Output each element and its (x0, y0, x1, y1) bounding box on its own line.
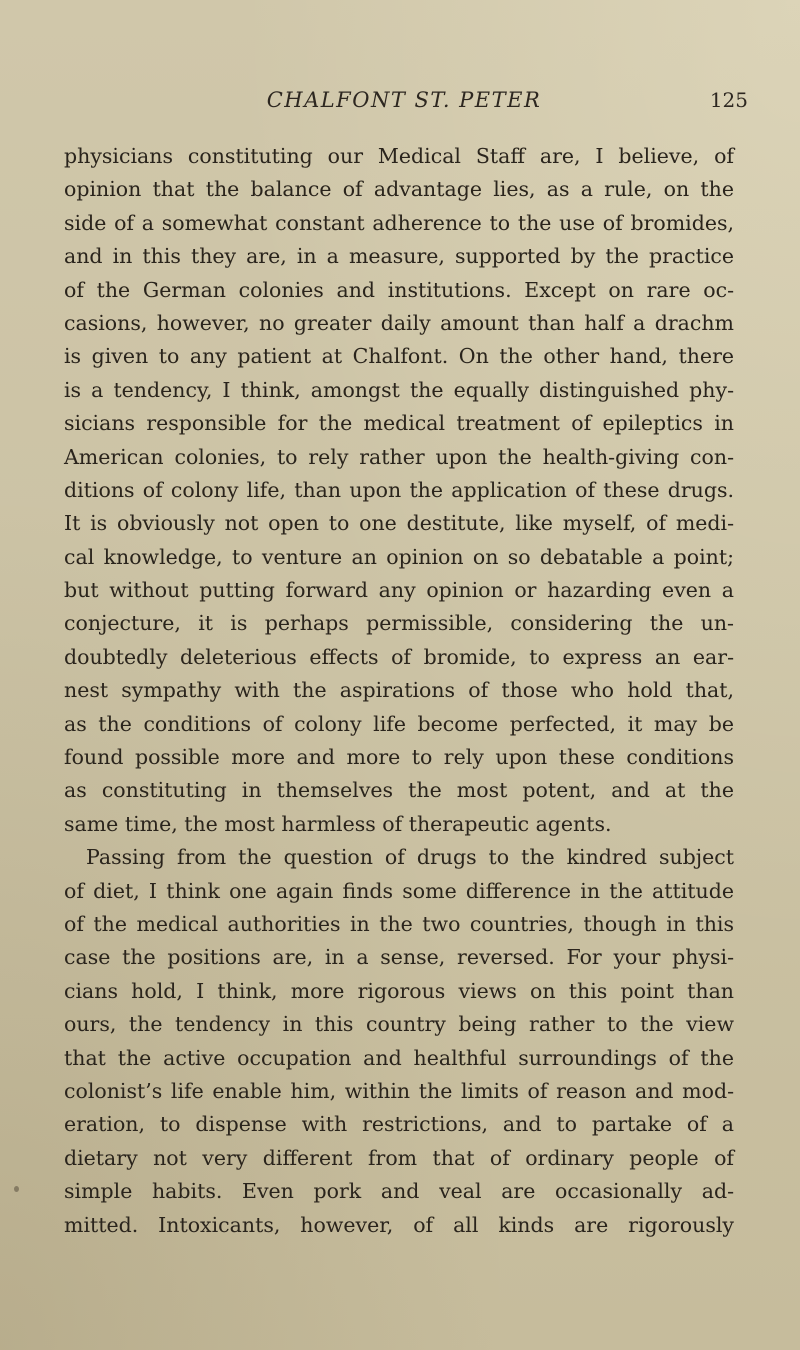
text-line: It is obviously not open to one destitute, like myself, of medi- (64, 511, 734, 536)
text-line: eration, to dispense with restrictions, and to partake of a (64, 1112, 734, 1137)
text-line: of diet, I think one again finds some difference in the attitude (64, 878, 734, 903)
text-line: same time, the most harmless of therapeutic agents. (64, 811, 612, 836)
text-line: but without putting forward any opinion or hazarding even a (64, 578, 734, 603)
text-line: sicians responsible for the medical treatment of epileptics in (64, 411, 734, 436)
text-line: casions, however, no greater daily amount than half a drachm (64, 310, 734, 335)
text-line: dietary not very different from that of ordinary people of (64, 1145, 734, 1170)
running-head (60, 88, 748, 128)
text-line: American colonies, to rely rather upon the health-giving con- (64, 444, 734, 469)
text-line: opinion that the balance of advantage lies, as a rule, on the (64, 177, 734, 202)
text-line: simple habits. Even pork and veal are occasionally ad- (64, 1179, 734, 1204)
text-line: nest sympathy with the aspirations of those who hold that, (64, 678, 734, 703)
text-line: cians hold, I think, more rigorous views on this point than (64, 978, 734, 1003)
text-line: as constituting in themselves the most potent, and at the (64, 778, 734, 803)
text-line: of the German colonies and institutions. Except on rare oc- (64, 277, 734, 302)
text-line: physicians constituting our Medical Staff are, I believe, of (64, 144, 734, 168)
text-line: found possible more and more to rely upon these conditions (64, 745, 734, 770)
text-line: is a tendency, I think, amongst the equally distinguished phy- (64, 377, 734, 402)
paper-speck (14, 1186, 19, 1192)
text-line: of the medical authorities in the two countries, though in this (64, 911, 734, 936)
running-title: CHALFONT ST. PETER (266, 88, 542, 112)
text-line: ours, the tendency in this country being rather to the view (64, 1012, 734, 1037)
text-line: as the conditions of colony life become perfected, it may be (64, 711, 734, 736)
text-line: conjecture, it is perhaps permissible, considering the un- (64, 611, 734, 636)
text-line: that the active occupation and healthful surroundings of the (64, 1045, 734, 1070)
text-line: colonist’s life enable him, within the limits of reason and mod- (64, 1078, 734, 1103)
text-line: mitted. Intoxicants, however, of all kinds are rigorously (64, 1212, 734, 1237)
text-line: is given to any patient at Chalfont. On the other hand, there (64, 344, 734, 369)
text-line: case the positions are, in a sense, reversed. For your physi- (64, 945, 734, 970)
text-line: doubtedly deleterious effects of bromide, to express an ear- (64, 644, 734, 669)
body-text (64, 140, 734, 1242)
text-line: cal knowledge, to venture an opinion on so debatable a point; (64, 544, 734, 569)
text-line: side of a somewhat constant adherence to the use of bromides, (64, 210, 734, 235)
page-number: 125 (709, 88, 748, 112)
text-line: ditions of colony life, than upon the application of these drugs. (64, 477, 734, 502)
text-line: and in this they are, in a measure, supported by the practice (64, 244, 734, 269)
paragraph-start-line: Passing from the question of drugs to the kindred subject (86, 845, 734, 870)
